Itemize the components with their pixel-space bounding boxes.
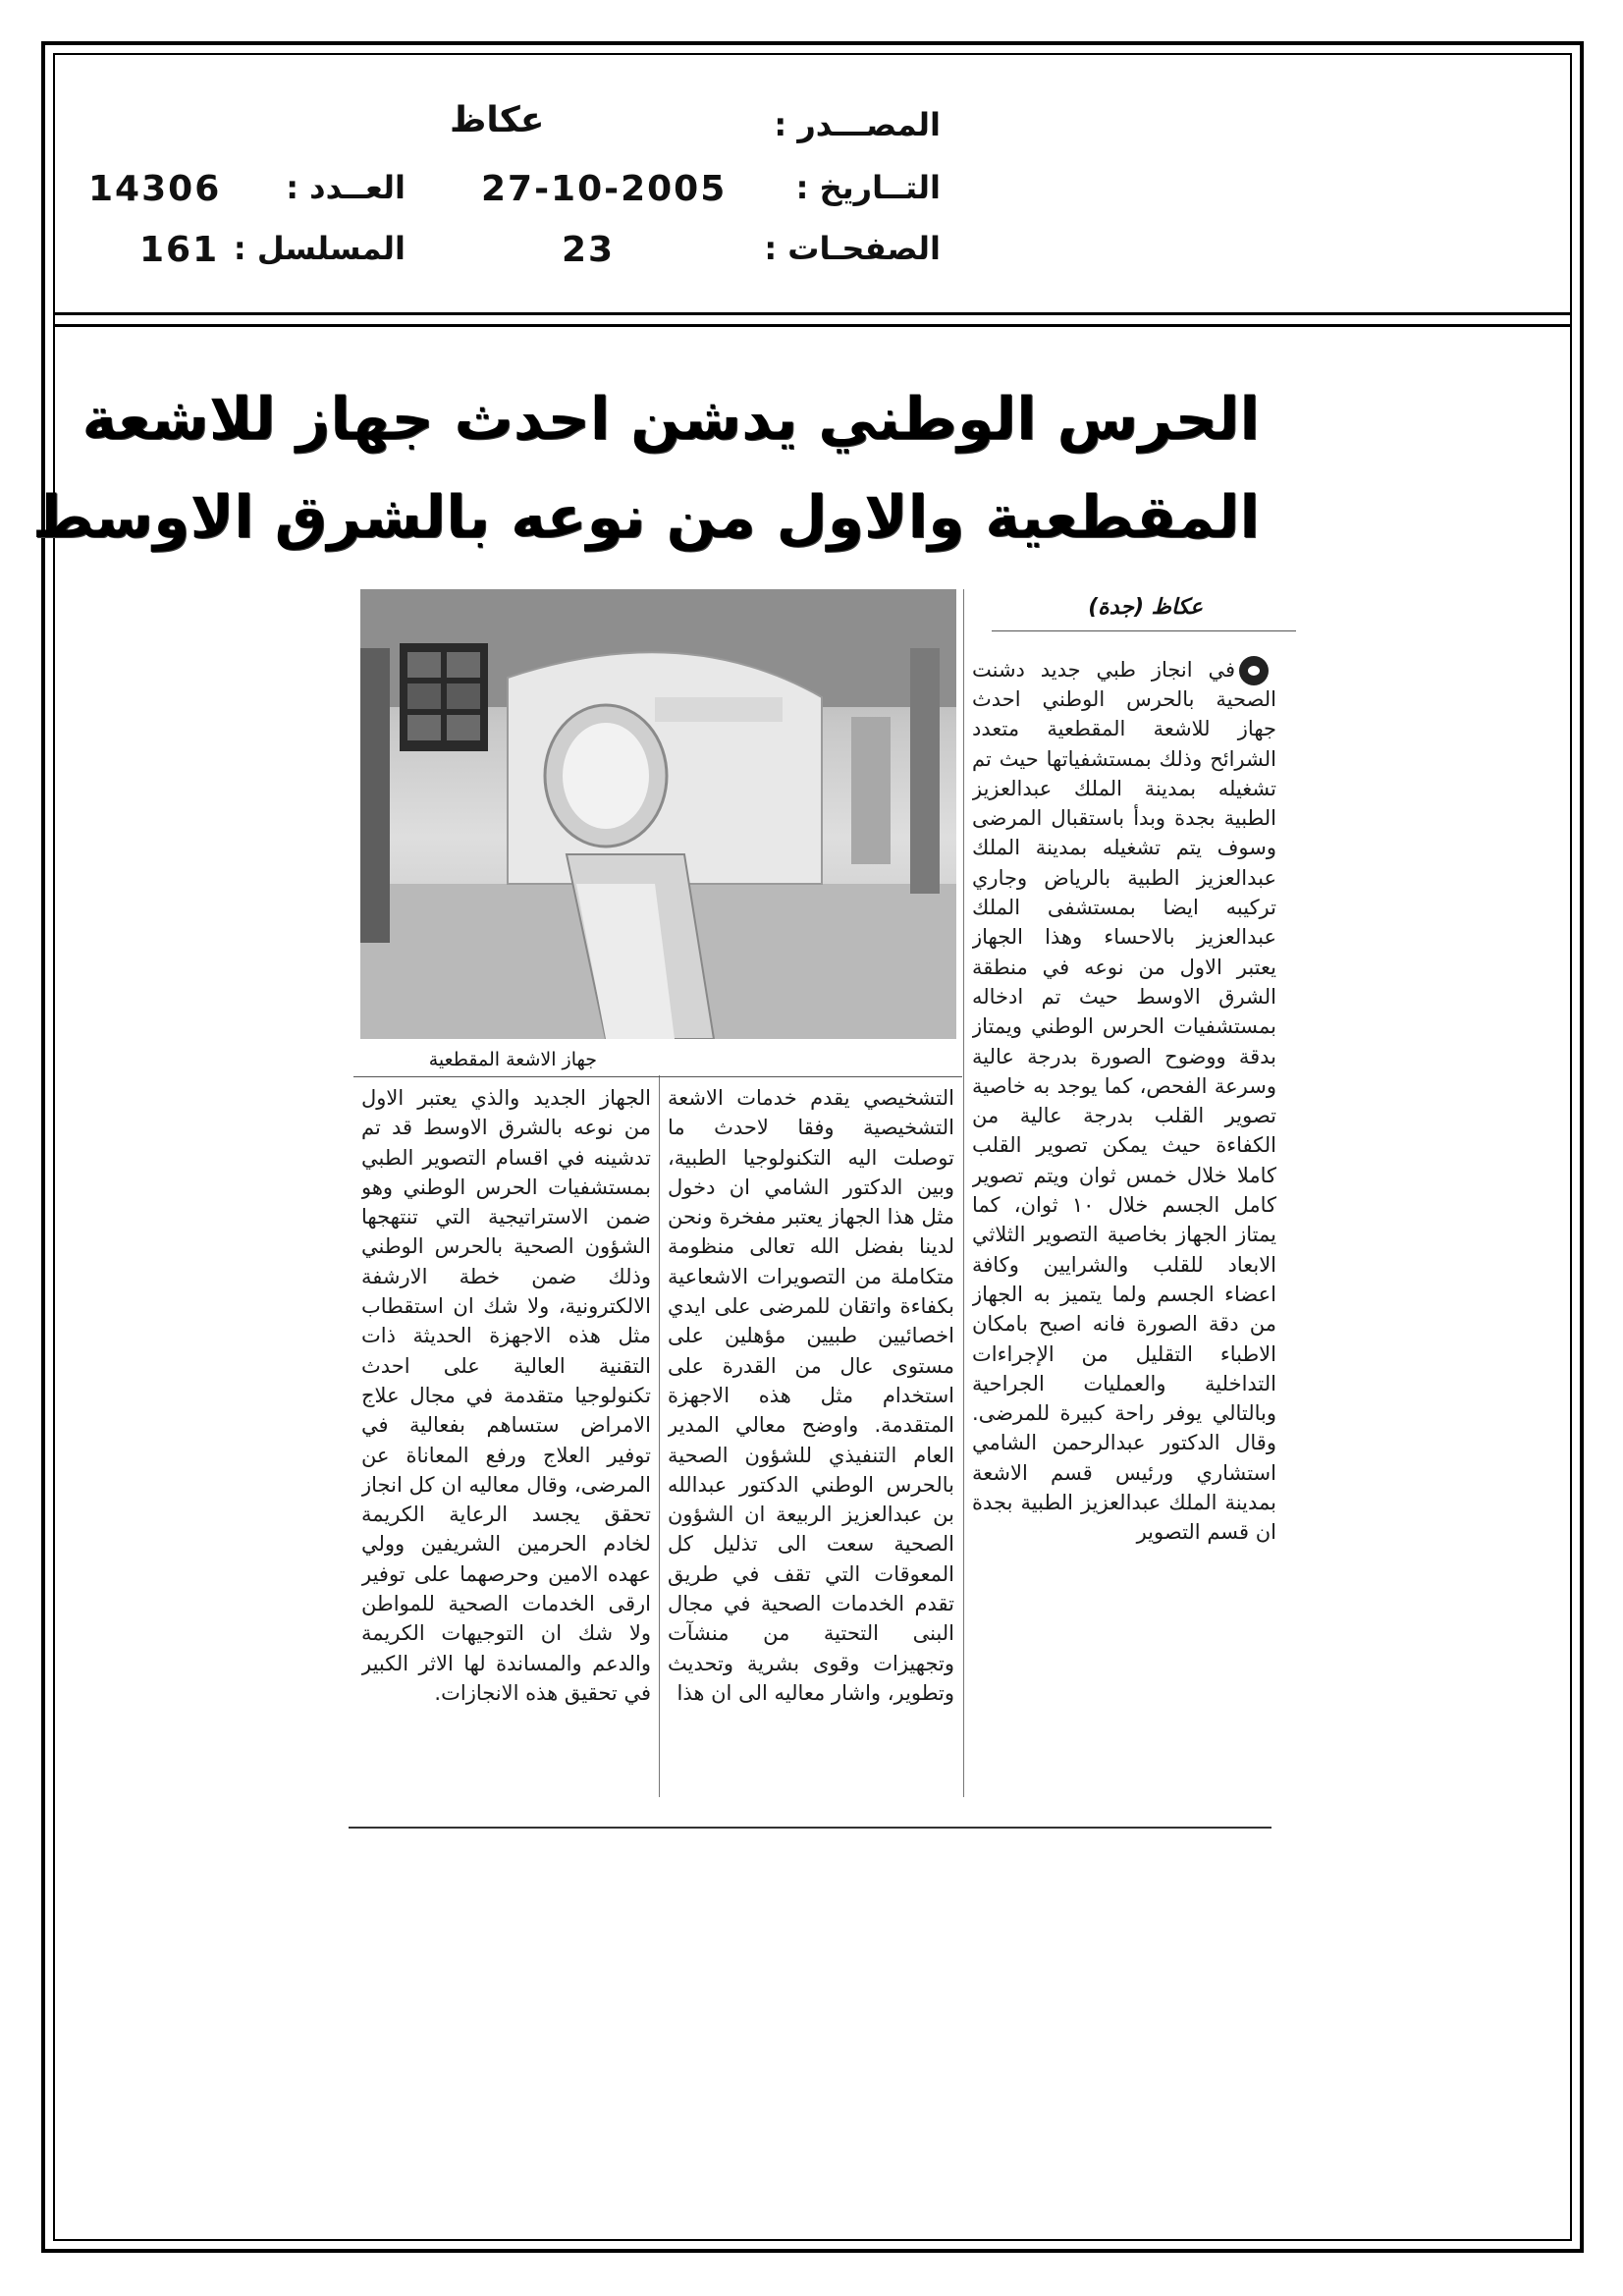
article-column-left [361, 1083, 651, 1820]
header-divider-2 [53, 324, 1572, 327]
column-left-text: الجهاز الجديد والذي يعتبر الاول من نوعه بالشرق الاوسط قد تم تدشينه في اقسام التصوير الطبي بمستشفيات الحرس الوطني وهو ضمن الاستراتيجية التي تنتهجها الشؤون الصحية بالحرس الوطني وذلك ضمن خطة الارشفة الالكترونية، ولا شك ان استقطاب مثل هذه الاجهزة الحديثة ذات التقنية العالية على احدث تكنولوجيا متقدمة في مجال علاج الامراض ستساهم بفعالية في توفير العلاج ورفع المعاناة عن المرضى، وقال معاليه ان كل انجاز تحقق يجسد الرعاية الكريمة لخادم الحرمين الشريفين وولي عهده الامين وحرصهما على توفير ارقى الخدمات الصحية للمواطن ولا شك ان التوجيهات الكريمة والدعم والمساندة لها الاثر الكبير في تحقيق هذه الانجازات. [361, 1086, 651, 1705]
serial-label: المسلسل : [233, 230, 406, 267]
date-value: 27-10-2005 [481, 169, 728, 209]
column-middle-text: التشخيصي يقدم خدمات الاشعة التشخيصية وفقا لاحدث ما توصلت اليه التكنولوجيا الطبية، وبين الدكتور الشامي ان دخول مثل هذا الجهاز يعتبر مفخرة ونحن لدينا بفضل الله تعالى منظومة متكاملة من التصويرات الاشعاعية بكفاءة واتقان للمرضى على ايدي اخصائيين طبيين مؤهلين على مستوى عال من القدرة على استخدام مثل هذه الاجهزة المتقدمة. واوضح معالي المدير العام التنفيذي للشؤون الصحية بالحرس الوطني الدكتور عبدالله بن عبدالعزيز الربيعة ان الشؤون الصحية سعت الى تذليل كل المعوقات التي تقف في طريق تقدم الخدمات الصحية في مجال البنى التحتية من منشآت وتجهيزات وقوى بشرية وتحديث وتطوير، واشار معاليه الى ان هذا [668, 1086, 954, 1705]
source-label: المصـــدر : [774, 106, 941, 143]
article-column-middle [668, 1083, 954, 1820]
column-divider-right [963, 589, 964, 1797]
header-divider [53, 312, 1572, 315]
ct-scanner-illustration [360, 589, 956, 1039]
issue-label: العــدد : [286, 169, 406, 206]
headline-line-1: الحرس الوطني يدشن احدث جهاز للاشعة [81, 385, 1260, 454]
ct-scanner-photo [360, 589, 956, 1039]
column-divider-left [659, 1075, 660, 1797]
article-bullet-icon [1239, 656, 1269, 685]
headline-line-2: المقطعية والاول من نوعه بالشرق الاوسط [31, 483, 1260, 552]
source-value: عكاظ [450, 100, 545, 140]
pages-label: الصفحـات : [764, 230, 941, 267]
caption-rule [353, 1076, 962, 1077]
byline-rule [992, 630, 1296, 631]
photo-caption: جهاز الاشعة المقطعية [428, 1049, 597, 1070]
article-column-right [972, 684, 1276, 1820]
article-bottom-rule [349, 1827, 1271, 1829]
serial-value: 161 [139, 230, 220, 270]
column-right-lead-text: في انجاز طبي جديد دشنت [972, 658, 1235, 682]
article-column-right-lead [972, 655, 1235, 688]
pages-value: 23 [562, 230, 616, 270]
byline: عكاظ (جدة) [1088, 595, 1203, 620]
issue-value: 14306 [88, 169, 222, 209]
column-right-text: الصحية بالحرس الوطني احدث جهاز للاشعة المقطعية متعدد الشرائح وذلك بمستشفياتها حيث تم تشغيله بمدينة الملك عبدالعزيز الطبية بجدة وبدأ باستقبال المرضى وسوف يتم تشغيله بمدينة الملك عبدالعزيز الطبية بالرياض وجاري تركيبه ايضا بمستشفى الملك عبدالعزيز بالاحساء وهذا الجهاز يعتبر الاول من نوعه في منطقة الشرق الاوسط حيث تم ادخاله بمستشفيات الحرس الوطني ويمتاز بدقة ووضوح الصورة بدرجة عالية وسرعة الفحص، كما يوجد به خاصية تصوير القلب بدرجة عالية من الكفاءة حيث يمكن تصوير القلب كاملا خلال خمس ثوان ويتم تصوير كامل الجسم خلال ١٠ ثوان، كما يمتاز الجهاز بخاصية التصوير الثلاثي الابعاد للقلب والشرايين وكافة اعضاء الجسم ولما يتميز به الجهاز من دقة الصورة فانه اصبح بامكان الاطباء التقليل من الإجراءات التداخلية والعمليات الجراحية وبالتالي يوفر راحة كبيرة للمرضى. وقال الدكتور عبدالرحمن الشامي استشاري ورئيس قسم الاشعة بمدينة الملك عبدالعزيز الطبية بجدة ان قسم التصوير [972, 687, 1276, 1545]
date-label: التــاريخ : [795, 169, 941, 206]
